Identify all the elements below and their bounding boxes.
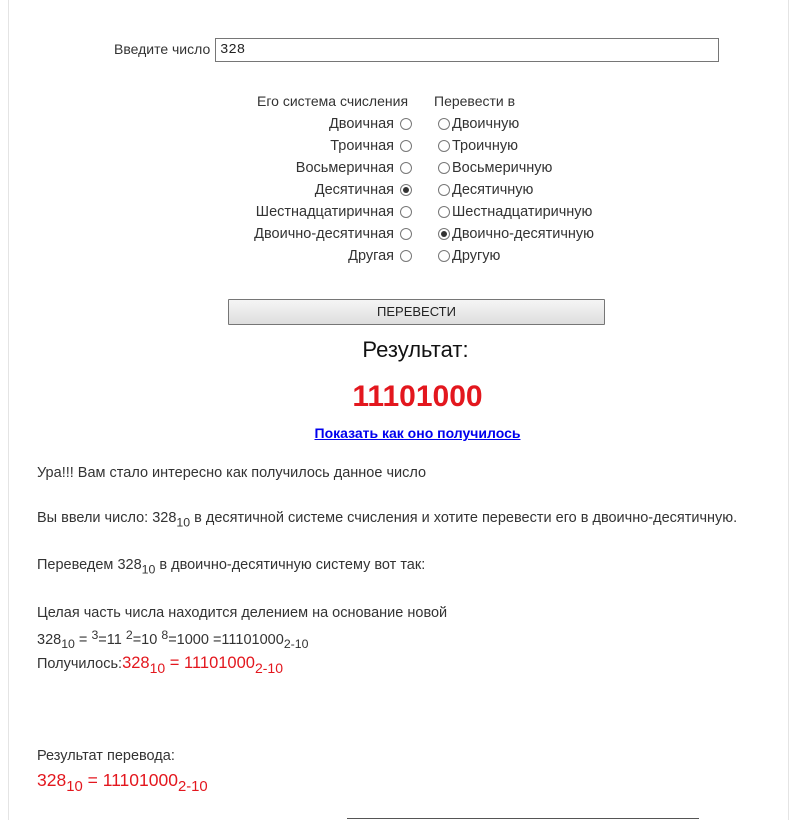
number-input[interactable]	[215, 38, 719, 62]
to-option-binary[interactable]: Двоичную	[438, 113, 638, 135]
to-system-radio-group	[438, 113, 638, 267]
radio-to-bcd-selected[interactable]	[438, 228, 450, 240]
to-option-ternary[interactable]: Троичную	[438, 135, 638, 157]
from-option-decimal[interactable]: Десятичная	[200, 179, 412, 201]
radio-to-binary[interactable]	[438, 118, 450, 130]
radio-hex[interactable]	[400, 206, 412, 218]
from-option-hex[interactable]: Шестнадцатиричная	[200, 201, 412, 223]
from-system-heading: Его система счисления	[257, 93, 409, 109]
radio-to-hex[interactable]	[438, 206, 450, 218]
number-input-label: Введите число	[114, 41, 211, 57]
explanation-got: $Получилось:328_{10} = 11101000_{2-10}$	[37, 654, 284, 676]
to-system-heading: Перевести в	[434, 93, 516, 109]
from-option-octal[interactable]: Восьмеричная	[200, 157, 412, 179]
radio-octal[interactable]	[400, 162, 412, 174]
from-option-bcd[interactable]: Двоично-десятичная	[200, 223, 412, 245]
from-option-ternary[interactable]: Троичная	[200, 135, 412, 157]
from-system-radio-group	[200, 113, 412, 267]
from-option-binary[interactable]: Двоичная	[200, 113, 412, 135]
to-option-decimal[interactable]: Десятичную	[438, 179, 638, 201]
convert-button[interactable]: ПЕРЕВЕСТИ	[228, 299, 605, 325]
result-title: Результат:	[362, 337, 469, 362]
radio-to-ternary[interactable]	[438, 140, 450, 152]
explanation-steps: $328_{10} = ^3=11$ $^2$=10 $^8=1000 =11101000_{2-10}$	[37, 628, 309, 652]
radio-decimal-selected[interactable]	[400, 184, 412, 196]
to-option-hex[interactable]: Шестнадцатиричную	[438, 201, 638, 223]
bottom-divider	[347, 818, 699, 819]
radio-binary[interactable]	[400, 118, 412, 130]
radio-ternary[interactable]	[400, 140, 412, 152]
from-option-other[interactable]: Другая	[200, 245, 412, 267]
radio-to-octal[interactable]	[438, 162, 450, 174]
result-translation-label: Результат перевода:	[37, 748, 175, 764]
to-option-bcd[interactable]: Двоично-десятичную	[438, 223, 638, 245]
to-option-octal[interactable]: Восьмеричную	[438, 157, 638, 179]
to-option-other[interactable]: Другую	[438, 245, 638, 267]
explanation-convert: Переведем $328_{10}$ в двоично-десятичную систему вот так:	[37, 557, 426, 577]
show-how-link[interactable]: Показать как оно получилось	[314, 425, 521, 441]
result-translation-value: $328_{10} = 11101000_{2-10}$	[37, 770, 208, 796]
explanation-entered: Вы ввели число: $328_{10}$ в десятичной системе счисления и хотите перевести его в двоично-десятичную.	[37, 510, 738, 530]
radio-to-decimal[interactable]	[438, 184, 450, 196]
result-value: 11101000	[352, 380, 483, 413]
radio-other[interactable]	[400, 250, 412, 262]
radio-to-other[interactable]	[438, 250, 450, 262]
explanation-integer-part: Целая часть числа находится делением на основание новой	[37, 605, 448, 621]
radio-bcd[interactable]	[400, 228, 412, 240]
explanation-intro: Ура!!! Вам стало интересно как получилось данное число	[37, 465, 427, 481]
